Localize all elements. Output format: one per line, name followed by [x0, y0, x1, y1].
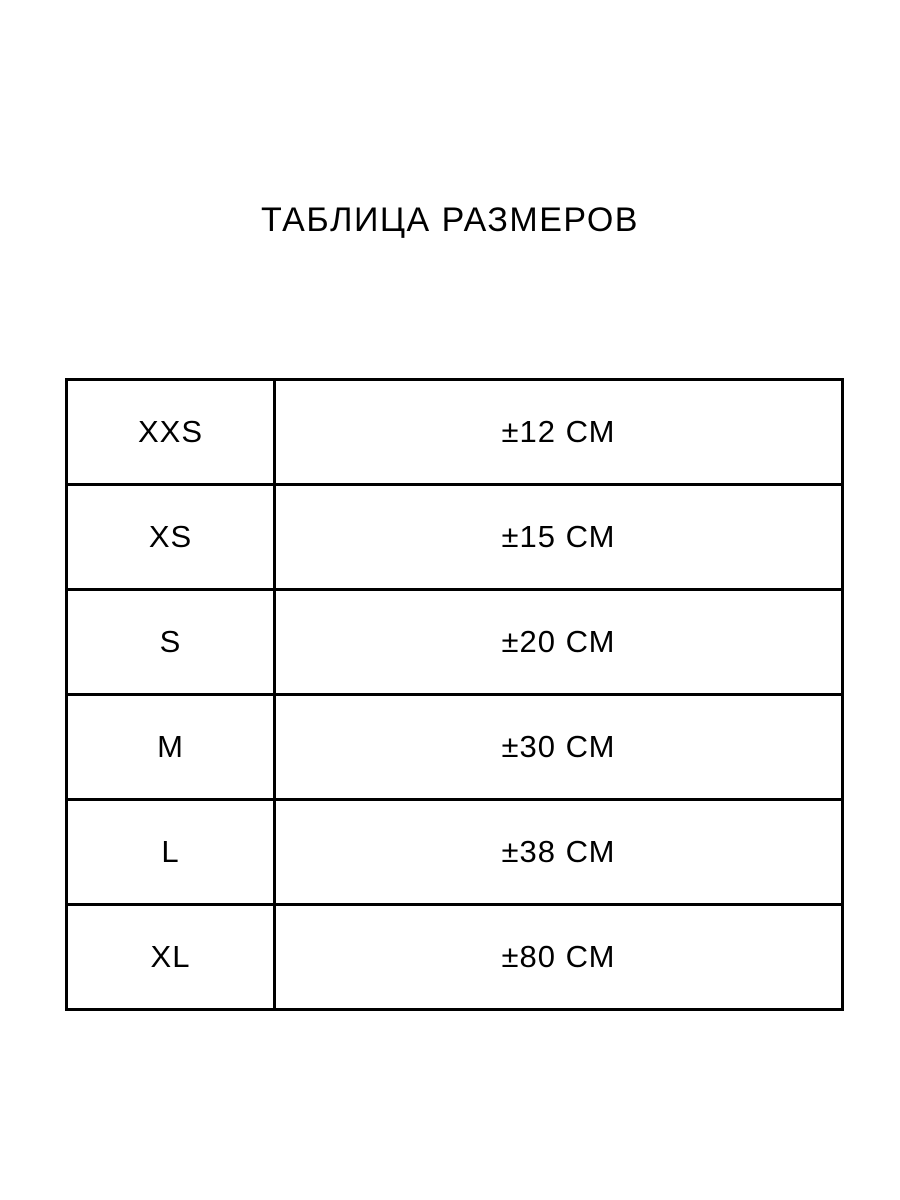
size-value-cell: ±12 СМ [275, 380, 843, 485]
page-title: ТАБЛИЦА РАЗМЕРОВ [261, 201, 639, 239]
table-row [67, 695, 843, 800]
size-label-cell: XL [67, 905, 275, 1010]
table-row [67, 380, 843, 485]
size-value-cell: ±20 СМ [275, 590, 843, 695]
size-value-cell: ±38 СМ [275, 800, 843, 905]
size-table-body [67, 380, 843, 1010]
size-label-cell: XXS [67, 380, 275, 485]
size-label-cell: XS [67, 485, 275, 590]
size-value-cell: ±30 СМ [275, 695, 843, 800]
size-table [65, 378, 844, 1011]
size-label-cell: L [67, 800, 275, 905]
table-row [67, 590, 843, 695]
size-label-cell: M [67, 695, 275, 800]
size-value-cell: ±80 СМ [275, 905, 843, 1010]
size-value-cell: ±15 СМ [275, 485, 843, 590]
table-row [67, 800, 843, 905]
size-label-cell: S [67, 590, 275, 695]
table-row [67, 485, 843, 590]
table-row [67, 905, 843, 1010]
